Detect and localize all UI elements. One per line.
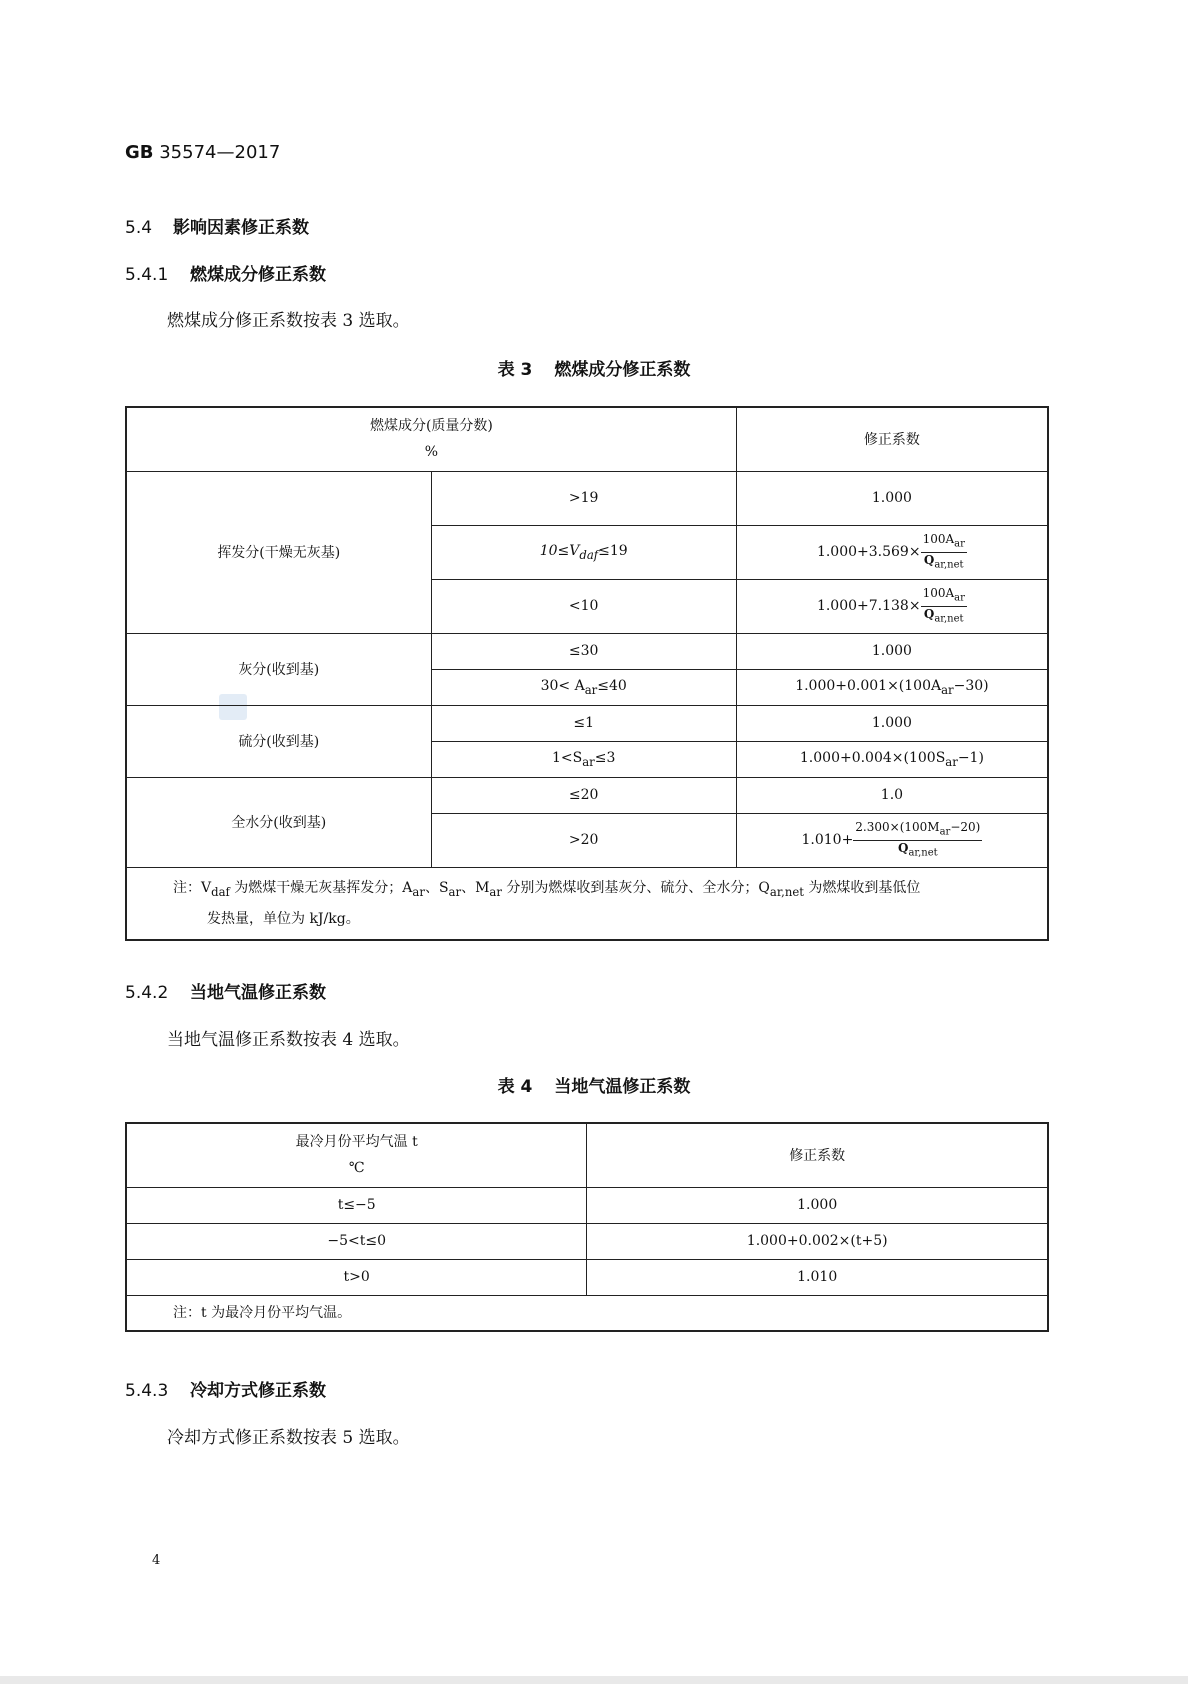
paragraph-5-4-3: 冷却方式修正系数按表 5 选取。 xyxy=(167,1428,410,1448)
table-row: $30< A_{ar}\le 40$ $1.000+0.001\times(100A_{ar}-30)$ xyxy=(126,669,1048,705)
table3-header-coefficient: 修正系数 xyxy=(736,407,1048,471)
table3-note: 注：$V_{daf}$ 为燃煤干燥无灰基挥发分；$A_{ar}$、$S_{ar}$、$M_{ar}$ 分别为燃煤收到基灰分、硫分、全水分；$Q_{ar,net}$ 为燃煤收到基低位 发热量，单位为 kJ/kg。 xyxy=(126,867,1048,940)
standard-header xyxy=(125,142,280,163)
standard-number: 35574—2017 xyxy=(159,142,281,163)
table4-note: 注：t 为最冷月份平均气温。 xyxy=(126,1295,1048,1331)
table-row: $1<S_{ar}\le 3$ $1.000+0.004\times(100S_{ar}-1)$ xyxy=(126,741,1048,777)
table3-header-row xyxy=(126,407,1048,471)
fraction: $\frac{100A_{ar}}{Q_{ar,net}}$ xyxy=(922,586,965,624)
group-water: 全水分(收到基) xyxy=(126,777,431,867)
heading-5-4-1: 5.4.1 燃煤成分修正系数 xyxy=(125,265,326,285)
range-cell: $10\le V_{daf}\le 19$ xyxy=(431,525,736,579)
fraction: $\frac{100A_{ar}}{Q_{ar,net}}$ xyxy=(922,532,965,570)
formula-cell: 1.010+ $\frac{2.300\times(100M_{ar}-20)}{Q_{ar,net}}$ xyxy=(736,813,1048,867)
group-sulfur: 硫分(收到基) xyxy=(126,705,431,777)
table3-caption: 表 3 燃煤成分修正系数 xyxy=(497,360,691,380)
paragraph-5-4-2: 当地气温修正系数按表 4 选取。 xyxy=(167,1030,410,1050)
table4 xyxy=(125,1122,1049,1332)
table-row: >20 1.010+ $\frac{2.300\times(100M_{ar}-20)}{Q_{ar,net}}$ xyxy=(126,813,1048,867)
table3-header-composition: 燃煤成分(质量分数) % xyxy=(126,407,736,471)
page-number: 4 xyxy=(152,1553,161,1568)
heading-5-4-3: 5.4.3 冷却方式修正系数 xyxy=(125,1381,326,1401)
heading-5-4-2: 5.4.2 当地气温修正系数 xyxy=(125,983,326,1003)
table4-header-row xyxy=(126,1123,1048,1187)
table-row: 灰分(收到基) ≤30 1.000 xyxy=(126,633,1048,669)
fraction: $\frac{2.300\times(100M_{ar}-20)}{Q_{ar,net}}$ xyxy=(855,820,981,858)
heading-5-4: 5.4 影响因素修正系数 xyxy=(125,218,309,238)
table-row: t>0 1.010 xyxy=(126,1259,1048,1295)
table-row: −5<t≤0 1.000+0.002×(t+5) xyxy=(126,1223,1048,1259)
table-row: 硫分(收到基) ≤1 1.000 xyxy=(126,705,1048,741)
table3-note-row xyxy=(126,867,1048,940)
table-row: 全水分(收到基) ≤20 1.0 xyxy=(126,777,1048,813)
table-row: 挥发分(干燥无灰基) >19 1.000 xyxy=(126,471,1048,525)
group-ash: 灰分(收到基) xyxy=(126,633,431,705)
table4-caption: 表 4 当地气温修正系数 xyxy=(497,1077,691,1097)
viewer-bottom-bar xyxy=(0,1676,1188,1684)
table3 xyxy=(125,406,1049,941)
table4-header-coefficient: 修正系数 xyxy=(587,1123,1048,1187)
group-volatile: 挥发分(干燥无灰基) xyxy=(126,471,431,633)
formula-cell: 1.000+7.138× $\frac{100A_{ar}}{Q_{ar,net}}$ xyxy=(736,579,1048,633)
formula-cell: 1.000+3.569× $\frac{100A_{ar}}{Q_{ar,net}}$ xyxy=(736,525,1048,579)
paragraph-5-4-1: 燃煤成分修正系数按表 3 选取。 xyxy=(167,311,410,331)
standard-code: GB xyxy=(125,142,154,163)
table-row: t≤−5 1.000 xyxy=(126,1187,1048,1223)
table4-note-row xyxy=(126,1295,1048,1331)
table4-header-temp: 最冷月份平均气温 t ℃ xyxy=(126,1123,587,1187)
table-row: <10 1.000+7.138× $\frac{100A_{ar}}{Q_{ar,net}}$ xyxy=(126,579,1048,633)
